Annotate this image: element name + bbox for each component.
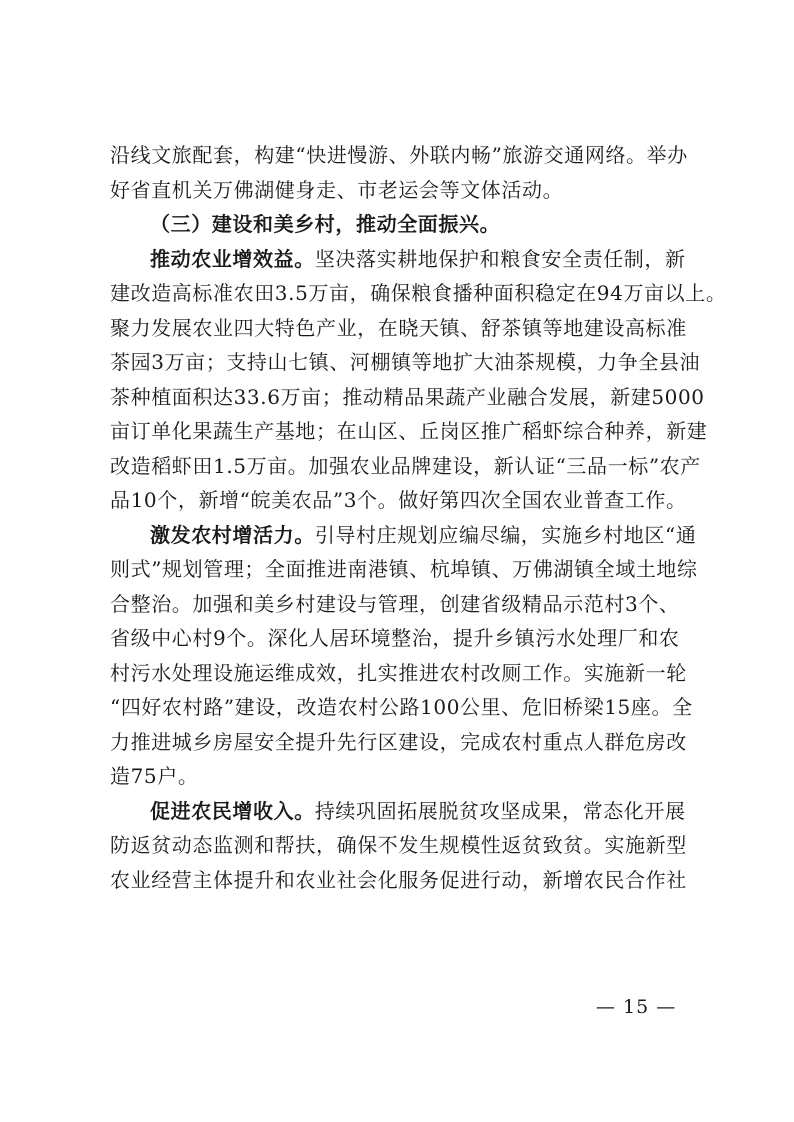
text-line: 省级中心村9个。深化人居环境整治，提升乡镇污水处理厂和农	[110, 626, 680, 650]
paragraph-lead: 激发农村增活力。	[150, 522, 315, 547]
section-heading: （三）建设和美乡村，推动全面振兴。	[150, 212, 501, 236]
paragraph-first-rest: 引导村庄规划应编尽编，实施乡村地区“通	[314, 522, 697, 547]
text-line: 好省直机关万佛湖健身走、市老运会等文体活动。	[110, 177, 564, 202]
text-line: 聚力发展农业四大特色产业，在晓天镇、舒茶镇等地建设高标准	[110, 315, 687, 340]
text-line: 力推进城乡房屋安全提升先行区建设，完成农村重点人群危房改	[110, 729, 687, 754]
text-line: 村污水处理设施运维成效，扎实推进农村改厕工作。实施新一轮	[110, 660, 687, 685]
text-line: 合整治。加强和美乡村建设与管理，创建省级精品示范村3个、	[110, 591, 680, 616]
paragraph-first-line	[110, 794, 692, 829]
paragraph-lead: 推动农业增效益。	[150, 246, 315, 271]
text-line: 改造稻虾田1.5万亩。加强农业品牌建设，新认证“三品一标”农产	[110, 453, 701, 478]
paragraph-first-line	[110, 242, 692, 277]
text-line: 农业经营主体提升和农业社会化服务促进行动，新增农民合作社	[110, 867, 687, 892]
text-line: 茶园3万亩；支持山七镇、河棚镇等地扩大油茶规模，力争全县油	[110, 350, 701, 374]
text-line: 防返贫动态监测和帮扶，确保不发生规模性返贫致贫。实施新型	[110, 833, 687, 857]
text-line: 造75户。	[110, 764, 199, 788]
paragraph-first-rest: 持续巩固拓展脱贫攻坚成果，常态化开展	[314, 798, 686, 823]
paragraph-rural-vitality	[110, 518, 698, 794]
text-line: 亩订单化果蔬生产基地；在山区、丘岗区推广稻虾综合种养，新建	[110, 419, 708, 443]
paragraph-agriculture	[110, 242, 727, 518]
text-line: 茶种植面积达33.6万亩；推动精品果蔬产业融合发展，新建5000	[110, 384, 705, 409]
paragraph-first-line	[110, 518, 697, 553]
paragraph-farmer-income	[110, 794, 692, 898]
text-line: 建改造高标准农田3.5万亩，确保粮食播种面积稳定在94万亩以上。	[110, 281, 727, 305]
text-line: 则式”规划管理；全面推进南港镇、杭埠镇、万佛湖镇全域土地综	[110, 557, 698, 581]
paragraph-lead: 促进农民增收入。	[150, 798, 315, 823]
paragraph-first-rest: 坚决落实耕地保护和粮食安全责任制，新	[314, 246, 686, 271]
text-line: 品10个，新增“皖美农品”3个。做好第四次全国农业普查工作。	[110, 488, 687, 512]
page-number: — 15 —	[596, 996, 677, 1018]
document-body	[110, 138, 727, 897]
paragraph-continuation	[110, 138, 692, 207]
text-line: “四好农村路”建设，改造农村公路100公里、危旧桥梁15座。全	[110, 695, 693, 719]
text-line: 沿线文旅配套，构建“快进慢游、外联内畅”旅游交通网络。举办	[110, 143, 688, 167]
